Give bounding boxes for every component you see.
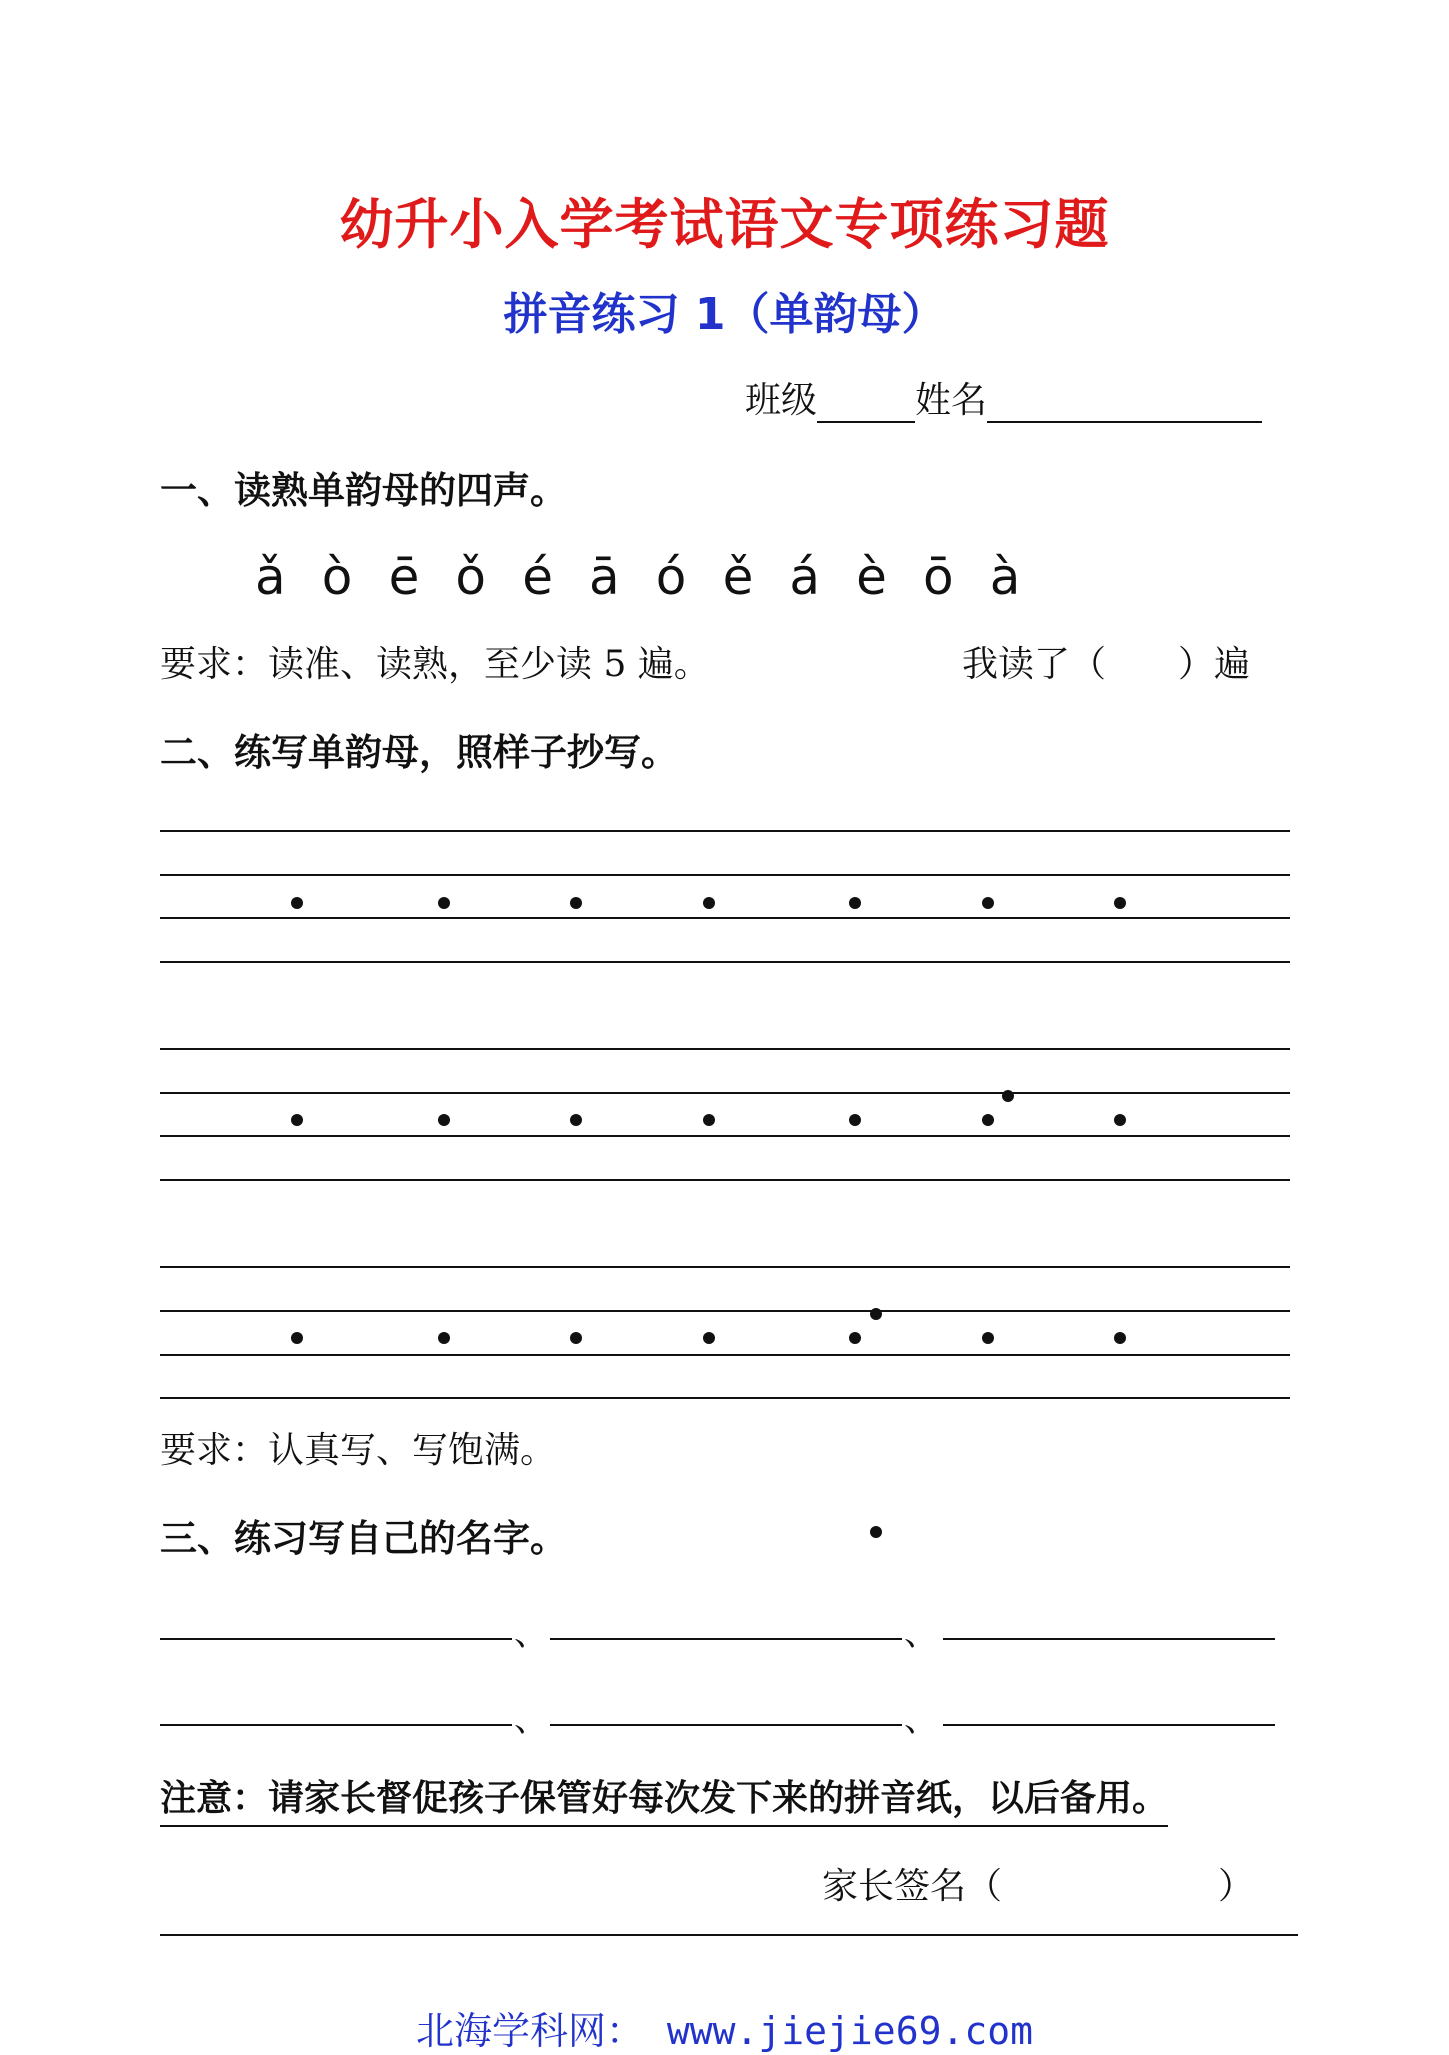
section3-heading: 三、练习写自己的名字。 bbox=[160, 1516, 567, 1560]
name-blank-line[interactable] bbox=[943, 1724, 1275, 1726]
section1-heading: 一、读熟单韵母的四声。 bbox=[160, 468, 567, 512]
vowel-1: ǎ bbox=[255, 548, 286, 606]
guide-dot bbox=[982, 897, 994, 909]
guide-dot bbox=[291, 1114, 303, 1126]
name-blank-line[interactable] bbox=[943, 1638, 1275, 1640]
footer-website[interactable]: 北海学科网： www.jiejie69.com bbox=[416, 2009, 1033, 2053]
section2-heading: 二、练写单韵母，照样子抄写。 bbox=[160, 730, 678, 774]
grid-line bbox=[160, 1397, 1290, 1399]
grid-line bbox=[160, 1048, 1290, 1050]
guide-dot bbox=[291, 1332, 303, 1344]
grid-line bbox=[160, 1092, 1290, 1094]
vowel-9: á bbox=[789, 548, 821, 606]
name-blank[interactable] bbox=[987, 385, 1262, 423]
separator: 、 bbox=[514, 1700, 548, 1740]
guide-dot bbox=[1114, 1114, 1126, 1126]
guide-dot bbox=[570, 897, 582, 909]
stray-dot bbox=[870, 1308, 882, 1320]
stray-dot bbox=[1002, 1090, 1014, 1102]
vowel-5: é bbox=[522, 548, 553, 606]
name-blank-line[interactable] bbox=[160, 1638, 512, 1640]
vowel-2: ò bbox=[321, 548, 353, 606]
guide-dot bbox=[982, 1114, 994, 1126]
grid-line bbox=[160, 1135, 1290, 1137]
vowel-12: à bbox=[989, 548, 1021, 606]
guide-dot bbox=[703, 1114, 715, 1126]
guide-dot bbox=[703, 897, 715, 909]
parent-signature: 家长签名（ ） bbox=[822, 1866, 1255, 1907]
class-blank[interactable] bbox=[817, 385, 915, 423]
guide-dot bbox=[849, 897, 861, 909]
guide-dot bbox=[1114, 897, 1126, 909]
vowel-8: ě bbox=[722, 548, 754, 606]
bottom-rule bbox=[160, 1934, 1298, 1936]
guide-dot bbox=[570, 1114, 582, 1126]
vowel-4: ǒ bbox=[455, 548, 486, 606]
guide-dot bbox=[1114, 1332, 1126, 1344]
guide-dot bbox=[703, 1332, 715, 1344]
guide-dot bbox=[570, 1332, 582, 1344]
guide-dot bbox=[291, 897, 303, 909]
guide-dot bbox=[438, 1114, 450, 1126]
guide-dot bbox=[849, 1332, 861, 1344]
grid-line bbox=[160, 961, 1290, 963]
name-blank-line[interactable] bbox=[550, 1724, 902, 1726]
grid-line bbox=[160, 830, 1290, 832]
section1-requirement: 要求：读准、读熟，至少读 5 遍。 bbox=[160, 644, 710, 685]
class-label: 班级 bbox=[745, 380, 818, 421]
vowel-10: è bbox=[856, 548, 887, 606]
separator: 、 bbox=[904, 1700, 938, 1740]
grid-line bbox=[160, 1354, 1290, 1356]
page-subtitle: 拼音练习 1（单韵母） bbox=[503, 289, 946, 340]
name-blank-line[interactable] bbox=[550, 1638, 902, 1640]
guide-dot bbox=[982, 1332, 994, 1344]
section2-requirement: 要求：认真写、写饱满。 bbox=[160, 1430, 557, 1471]
grid-line bbox=[160, 874, 1290, 876]
separator: 、 bbox=[904, 1614, 938, 1654]
vowel-6: ā bbox=[588, 548, 620, 606]
grid-line bbox=[160, 1310, 1290, 1312]
stray-dot bbox=[870, 1526, 882, 1538]
guide-dot bbox=[849, 1114, 861, 1126]
vowel-11: ō bbox=[922, 548, 954, 606]
grid-line bbox=[160, 1266, 1290, 1268]
read-count: 我读了（ ）遍 bbox=[962, 644, 1251, 685]
grid-line bbox=[160, 917, 1290, 919]
grid-line bbox=[160, 1179, 1290, 1181]
separator: 、 bbox=[514, 1614, 548, 1654]
vowel-list bbox=[255, 548, 1057, 606]
guide-dot bbox=[438, 1332, 450, 1344]
vowel-7: ó bbox=[655, 548, 687, 606]
page-title: 幼升小入学考试语文专项练习题 bbox=[339, 193, 1110, 256]
name-blank-line[interactable] bbox=[160, 1724, 512, 1726]
vowel-3: ē bbox=[388, 548, 420, 606]
parent-note: 注意：请家长督促孩子保管好每次发下来的拼音纸，以后备用。 bbox=[160, 1770, 1168, 1827]
name-label: 姓名 bbox=[915, 380, 988, 421]
class-name-row bbox=[745, 372, 1262, 423]
guide-dot bbox=[438, 897, 450, 909]
